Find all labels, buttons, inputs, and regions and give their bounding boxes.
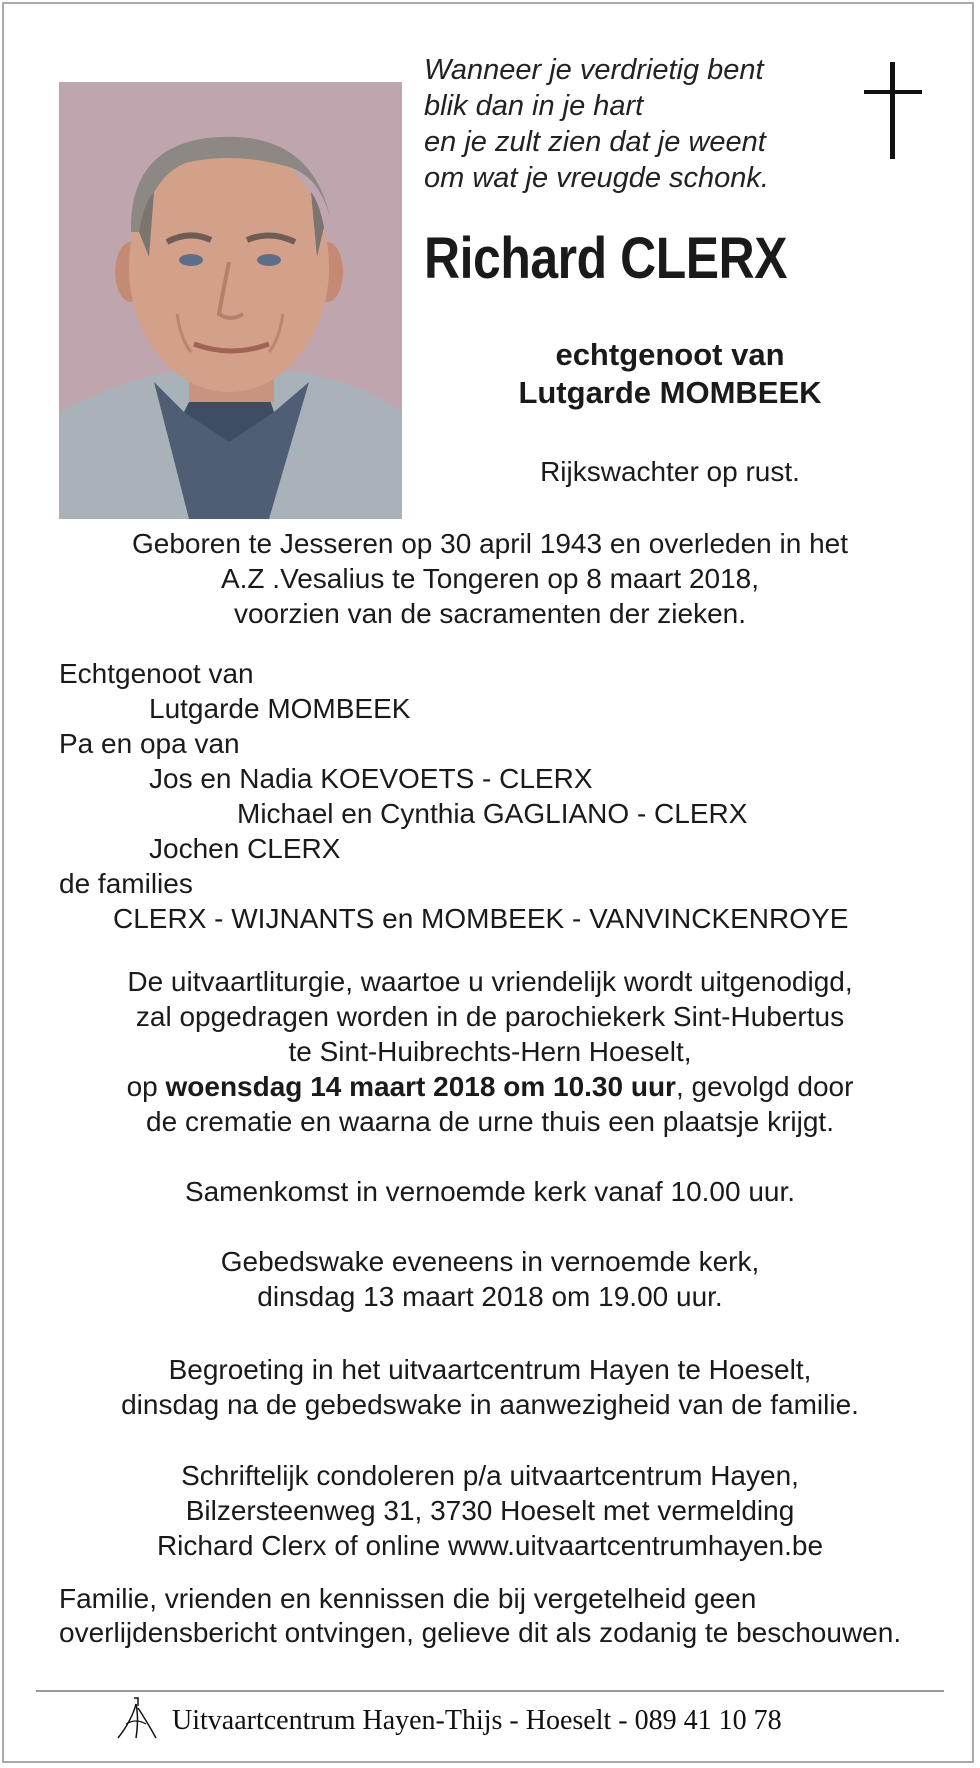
footer-divider (36, 1690, 944, 1692)
cross-icon (864, 62, 922, 159)
family-line: Jos en Nadia KOEVOETS - CLERX (149, 763, 593, 794)
birth-death-block (40, 526, 940, 631)
occupation: Rijkswachter op rust. (540, 456, 800, 487)
family-line: Echtgenoot van (59, 658, 254, 689)
deceased-name: Richard CLERX (424, 226, 788, 291)
family-line: Jochen CLERX (149, 833, 341, 864)
gathering-line: Samenkomst in vernoemde kerk vanaf 10.00 uur. (184, 1176, 796, 1207)
funeral-line: te Sint-Huibrechts-Hern Hoeselt, (288, 1036, 692, 1067)
spouse-block (420, 336, 920, 412)
family-line: de families (59, 868, 193, 899)
funeral-line: zal opgedragen worden in de parochiekerk Sint-Hubertus (135, 1001, 845, 1032)
spouse-line-2: Lutgarde MOMBEEK (518, 375, 822, 410)
spouse-line-1: echtgenoot van (555, 337, 785, 372)
gathering-text (40, 1174, 940, 1209)
condolences-line: Schriftelijk condoleren p/a uitvaartcentrum Hayen, (181, 1460, 799, 1491)
family-line: Lutgarde MOMBEEK (149, 693, 411, 724)
funeral-date-line (40, 1069, 940, 1104)
family-line: CLERX - WIJNANTS en MOMBEEK - VANVINCKENROYE (113, 903, 849, 934)
birth-death-line: A.Z .Vesalius te Tongeren op 8 maart 2018, (220, 563, 760, 594)
vigil-line: Gebedswake eveneens in vernoemde kerk, (220, 1246, 760, 1277)
poem-line: blik dan in je hart (424, 90, 644, 122)
greeting-line: Begroeting in het uitvaartcentrum Hayen te Hoeselt, (168, 1354, 812, 1385)
poem (424, 52, 824, 196)
birth-death-line: voorzien van de sacramenten der zieken. (233, 598, 747, 629)
closing-text: Familie, vrienden en kennissen die bij vergetelheid geen overlijdensbericht ontvingen, gelieve dit als zodanig te beschouwen. (59, 1583, 902, 1648)
poem-line: om wat je vreugde schonk. (424, 162, 769, 194)
birth-death-line: Geboren te Jesseren op 30 april 1943 en overleden in het (131, 528, 849, 559)
greeting-block (40, 1352, 940, 1422)
funeral-date: woensdag 14 maart 2018 om 10.30 uur (165, 1071, 676, 1102)
funeral-date-suffix: , gevolgd door (675, 1071, 854, 1102)
greeting-line: dinsdag na de gebedswake in aanwezigheid van de familie. (121, 1389, 859, 1420)
funeral-block (40, 964, 940, 1139)
family-line: Michael en Cynthia GAGLIANO - CLERX (237, 798, 748, 829)
poem-line: Wanneer je verdrietig bent (424, 54, 764, 86)
vigil-line: dinsdag 13 maart 2018 om 19.00 uur. (257, 1281, 723, 1312)
funeral-line: De uitvaartliturgie, waartoe u vriendelijk wordt uitgenodigd, (127, 966, 853, 997)
family-line: Pa en opa van (59, 728, 240, 759)
poem-line: en je zult zien dat je weent (424, 126, 766, 158)
family-list (59, 656, 849, 936)
funeral-line: de crematie en waarna de urne thuis een plaatsje krijgt. (146, 1106, 834, 1137)
condolences-line: Bilzersteenweg 31, 3730 Hoeselt met vermelding (185, 1495, 795, 1526)
funeral-date-prefix: op (126, 1071, 166, 1102)
vigil-block (40, 1244, 940, 1314)
funeral-home-logo-icon (112, 1694, 162, 1744)
footer-text: Uitvaartcentrum Hayen-Thijs - Hoeselt - 089 41 10 78 (172, 1705, 782, 1736)
condolences-line: Richard Clerx of online www.uitvaartcentrumhayen.be (156, 1530, 824, 1561)
portrait-illustration (59, 82, 402, 519)
condolences-block (40, 1458, 940, 1563)
portrait-photo (59, 82, 402, 519)
